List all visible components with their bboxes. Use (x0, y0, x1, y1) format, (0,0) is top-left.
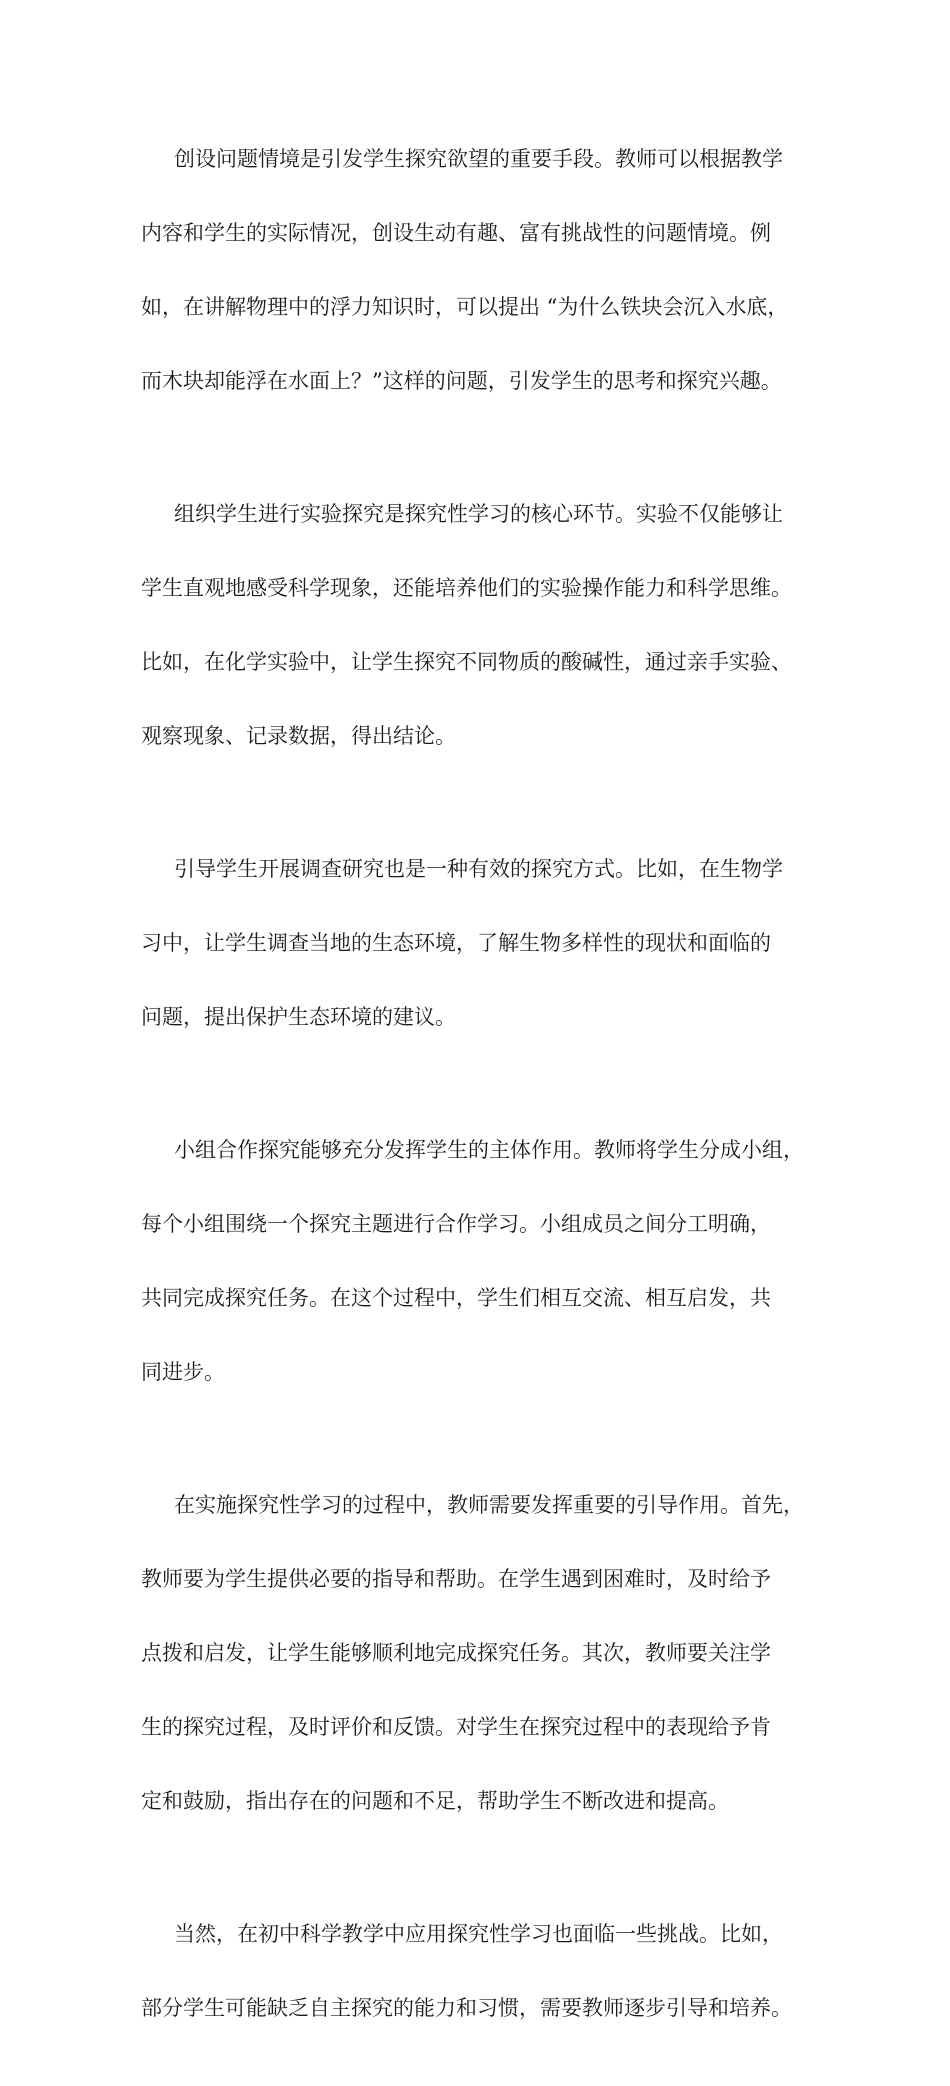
text-line: 生的探究过程，及时评价和反馈。对学生在探究过程中的表现给予肯 (141, 1715, 771, 1739)
text-line: 问题，提出保护生态环境的建议。 (141, 1005, 456, 1029)
text-line: 同进步。 (141, 1360, 225, 1384)
text-line: 学生直观地感受科学现象，还能培养他们的实验操作能力和科学思维。 (141, 576, 792, 600)
document-body (141, 104, 841, 2086)
text-line: 当然，在初中科学教学中应用探究性学习也面临一些挑战。比如， (174, 1922, 783, 1946)
text-line: 小组合作探究能够充分发挥学生的主体作用。教师将学生分成小组， (174, 1138, 804, 1162)
paragraph-experiment-inquiry (141, 459, 841, 792)
text-line: 每个小组围绕一个探究主题进行合作学习。小组成员之间分工明确， (141, 1212, 771, 1236)
text-line: 创设问题情境是引发学生探究欲望的重要手段。教师可以根据教学 (174, 147, 783, 171)
text-line: 共同完成探究任务。在这个过程中，学生们相互交流、相互启发，共 (141, 1286, 771, 1310)
text-line: 而木块却能浮在水面上？”这样的问题，引发学生的思考和探究兴趣。 (141, 369, 782, 393)
paragraph-group-cooperation (141, 1095, 841, 1428)
paragraph-survey-research (141, 814, 841, 1073)
text-line: 点拨和启发，让学生能够顺利地完成探究任务。其次，教师要关注学 (141, 1641, 771, 1665)
paragraph-challenges (141, 1879, 841, 2064)
text-line: 引导学生开展调查研究也是一种有效的探究方式。比如，在生物学 (174, 857, 783, 881)
text-line: 部分学生可能缺乏自主探究的能力和习惯，需要教师逐步引导和培养。 (141, 1996, 792, 2020)
text-line: 在实施探究性学习的过程中，教师需要发挥重要的引导作用。首先， (174, 1493, 804, 1517)
paragraph-problem-situation (141, 104, 841, 437)
text-line: 组织学生进行实验探究是探究性学习的核心环节。实验不仅能够让 (174, 502, 783, 526)
text-line: 定和鼓励，指出存在的问题和不足，帮助学生不断改进和提高。 (141, 1789, 729, 1813)
text-line: 如，在讲解物理中的浮力知识时，可以提出 “为什么铁块会沉入水底， (141, 295, 789, 319)
text-line: 教师要为学生提供必要的指导和帮助。在学生遇到困难时，及时给予 (141, 1567, 771, 1591)
text-line: 内容和学生的实际情况，创设生动有趣、富有挑战性的问题情境。例 (141, 221, 771, 245)
paragraph-teacher-guidance (141, 1450, 841, 1857)
text-line: 观察现象、记录数据，得出结论。 (141, 724, 456, 748)
text-line: 习中，让学生调查当地的生态环境，了解生物多样性的现状和面临的 (141, 931, 771, 955)
text-line: 比如，在化学实验中，让学生探究不同物质的酸碱性，通过亲手实验、 (141, 650, 792, 674)
